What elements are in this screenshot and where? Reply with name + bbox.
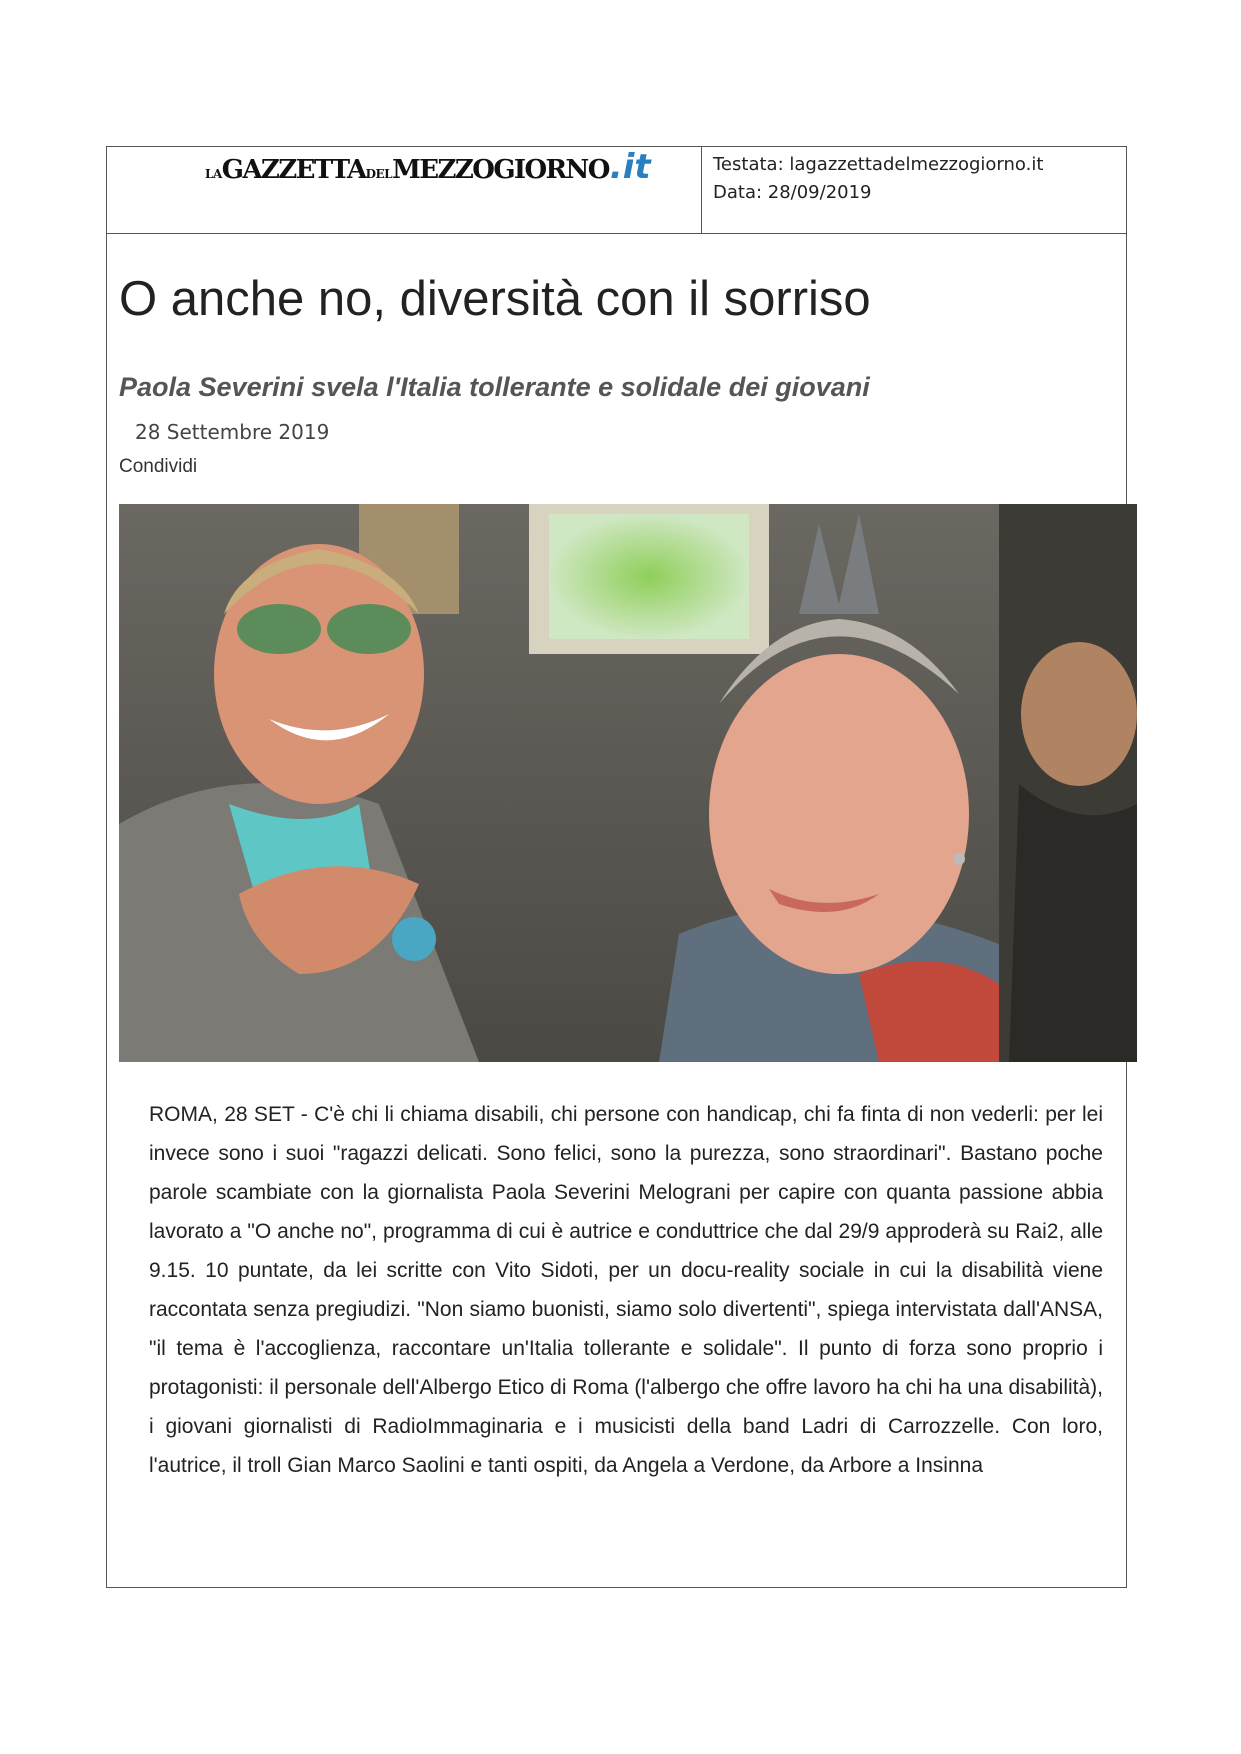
logo-text-del: DEL	[365, 167, 393, 181]
header-divider	[701, 147, 702, 233]
newspaper-logo	[205, 147, 651, 187]
logo-text-la: LA	[205, 167, 222, 181]
article-photo	[119, 504, 1137, 1062]
logo-text-it: .it	[609, 147, 651, 187]
logo-text-mezzogiorno: MEZZOGIORNO	[392, 155, 609, 185]
article-title: O anche no, diversità con il sorriso	[119, 272, 871, 326]
logo-text-gazzetta: GAZZETTA	[221, 155, 366, 185]
data-line: Data: 28/09/2019	[713, 182, 872, 203]
clipping-frame	[106, 146, 1127, 1588]
share-link[interactable]: Condividi	[119, 456, 198, 477]
photo-illustration	[119, 504, 1137, 1062]
article-subtitle: Paola Severini svela l'Italia tollerante e solidale dei giovani	[119, 372, 870, 402]
testata-line: Testata: lagazzettadelmezzogiorno.it	[713, 154, 1044, 175]
clipping-header	[107, 147, 1126, 234]
article-body: ROMA, 28 SET - C'è chi li chiama disabili, chi persone con handicap, chi fa finta di non vederli: per lei invece sono i suoi "ragazzi delicati. Sono felici, sono la purezza, sono straordinari". Bastano poche parole scambiate con la giornalista Paola Severini Melograni per capire con quanta passione abbia lavorato a "O anche no", programma di cui è autrice e conduttrice che dal 29/9 approderà su Rai2, alle 9.15. 10 puntate, da lei scritte con Vito Sidoti, per un docu-reality sociale in cui la disabilità viene raccontata senza pregiudizi. "Non siamo buonisti, siamo solo divertenti", spiega intervistata dall'ANSA, "il tema è l'accoglienza, raccontare un'Italia tollerante e solidale". Il punto di forza sono proprio i protagonisti: il personale dell'Albergo Etico di Roma (l'albergo che offre lavoro ha chi ha una disabilità), i giovani giornalisti di RadioImmaginaria e i musicisti della band Ladri di Carrozzelle. Con loro, l'autrice, il troll Gian Marco Saolini e tanti ospiti, da Angela a Verdone, da Arbore a Insinna	[149, 1103, 1103, 1477]
clipping-meta	[713, 151, 1043, 207]
article-date: 28 Settembre 2019	[135, 420, 330, 444]
